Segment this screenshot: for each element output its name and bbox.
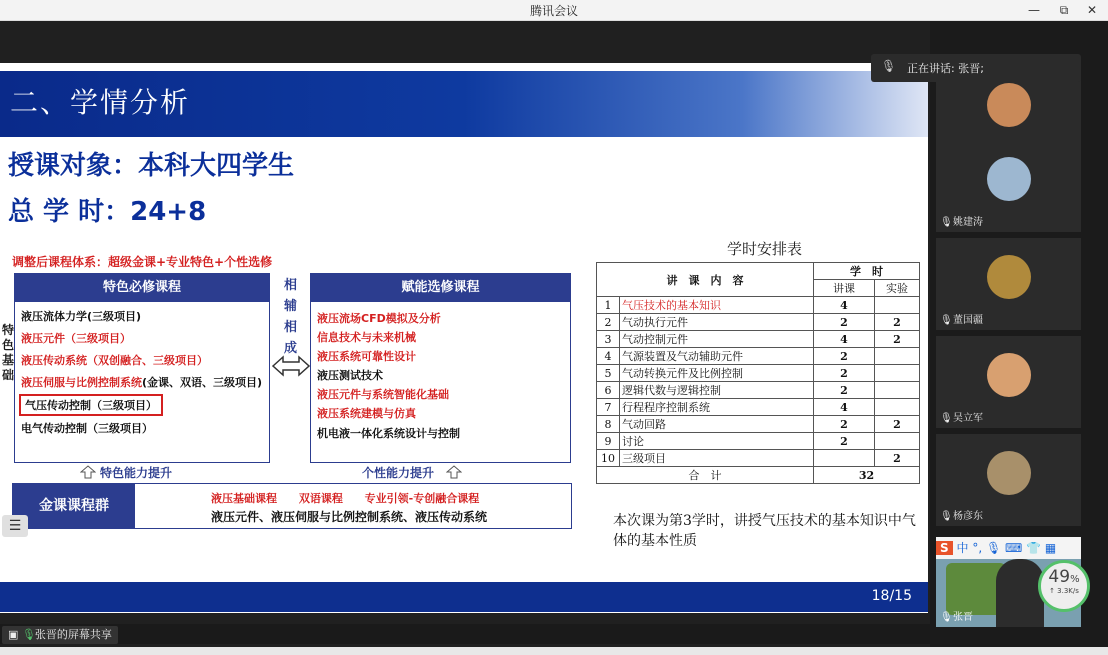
row-no: 8 (597, 416, 620, 433)
header-content: 讲 课 内 容 (597, 263, 814, 297)
elective-courses-box (310, 273, 571, 463)
avatar (987, 255, 1031, 299)
row-no: 6 (597, 382, 620, 399)
avatar (987, 353, 1031, 397)
elective-course: 液压系统建模与仿真 (317, 407, 416, 420)
total-value: 32 (814, 467, 920, 484)
row-no: 4 (597, 348, 620, 365)
sogou-icon: S (936, 541, 953, 555)
mic-off-icon: 🎙 (940, 413, 953, 424)
hours-value: 24+8 (130, 197, 207, 227)
required-course (21, 374, 262, 390)
row-no: 9 (597, 433, 620, 450)
row-content: 气源装置及气动辅助元件 (620, 348, 814, 365)
gold-course-categories: 液压基础课程 双语课程 专业引领-专创融合课程 (211, 492, 480, 505)
table-header-row (597, 263, 920, 280)
title-bar (0, 0, 1108, 21)
side-label: 特色基础 (2, 323, 15, 382)
participant-tile[interactable] (936, 140, 1081, 232)
row-no: 7 (597, 399, 620, 416)
slide-header (0, 71, 928, 137)
participant-name: 杨彦东 (953, 511, 983, 522)
window-title: 腾讯会议 (529, 4, 578, 18)
row-lecture (814, 450, 875, 467)
teaching-object (8, 145, 294, 182)
speaking-text: 正在讲话: 张晋; (907, 62, 984, 75)
elective-course: 液压元件与系统智能化基础 (317, 388, 449, 401)
up-arrow-icon (80, 465, 96, 479)
participant-name-row (940, 507, 983, 522)
participant-name: 董国疆 (953, 315, 983, 326)
person-video (996, 559, 1044, 627)
bottom-strip (0, 647, 1108, 655)
row-content: 气动执行元件 (620, 314, 814, 331)
mid-char: 相 (284, 278, 298, 293)
mic-icon: 🎙 (940, 612, 953, 623)
total-hours (8, 191, 206, 228)
elective-courses-title: 赋能选修课程 (311, 274, 570, 302)
row-lecture: 2 (814, 348, 875, 365)
required-courses-box (14, 273, 270, 463)
row-lecture: 2 (814, 314, 875, 331)
mic-off-icon: 🎙 (940, 511, 953, 522)
row-content: 行程程序控制系统 (620, 399, 814, 416)
table-total-row (597, 467, 920, 484)
slide-heading: 二、学情分析 (10, 86, 191, 119)
screen-share-label: 张晋的屏幕共享 (34, 628, 112, 641)
hours-label: 总 学 时： (8, 197, 131, 227)
participant-name-row (940, 213, 983, 228)
network-speed-widget[interactable] (1038, 560, 1090, 612)
row-lab (875, 365, 920, 382)
mid-char: 成 (284, 341, 298, 356)
row-lab: 2 (875, 331, 920, 348)
presentation-slide (0, 63, 928, 613)
row-content: 气动回路 (620, 416, 814, 433)
table-row (597, 450, 920, 467)
row-content: 讨论 (620, 433, 814, 450)
row-lecture: 2 (814, 365, 875, 382)
header-hours: 学 时 (814, 263, 920, 280)
row-lecture: 2 (814, 433, 875, 450)
table-row (597, 348, 920, 365)
row-lab (875, 382, 920, 399)
screen-share-indicator[interactable] (2, 626, 118, 644)
participant-name: 张晋 (953, 612, 973, 623)
row-lab: 2 (875, 416, 920, 433)
minimize-button[interactable]: — (1028, 3, 1040, 17)
double-arrow-icon (272, 355, 310, 377)
upload-speed: ↑ 3.3K/s (1049, 587, 1079, 595)
mic-icon: 🎙 (940, 217, 953, 228)
row-lab: 2 (875, 450, 920, 467)
speaking-indicator (871, 54, 1081, 82)
elective-course: 液压流场CFD模拟及分析 (317, 312, 441, 325)
elective-course: 液压测试技术 (317, 369, 383, 382)
slide-footer (0, 582, 928, 612)
mic-off-icon: 🎙 (940, 315, 953, 326)
row-no: 1 (597, 297, 620, 314)
required-course: 电气传动控制（三级项目） (21, 422, 153, 435)
row-lab (875, 399, 920, 416)
mid-char: 辅 (284, 299, 298, 314)
row-content: 气动转换元件及比例控制 (620, 365, 814, 382)
required-course: 液压传动系统（双创融合、三级项目） (21, 354, 208, 367)
elective-course: 信息技术与未来机械 (317, 331, 416, 344)
avatar (987, 451, 1031, 495)
lesson-note: 本次课为第3学时，讲授气压技术的基本知识中气体的基本性质 (613, 513, 916, 549)
row-no: 2 (597, 314, 620, 331)
row-lecture: 4 (814, 297, 875, 314)
row-no: 3 (597, 331, 620, 348)
total-label: 合 计 (597, 467, 814, 484)
row-content: 逻辑代数与逻辑控制 (620, 382, 814, 399)
row-lab (875, 348, 920, 365)
percent-unit: % (1070, 574, 1080, 585)
header-lecture: 讲课 (814, 280, 875, 297)
avatar (987, 157, 1031, 201)
elective-course: 机电液一体化系统设计与控制 (317, 427, 460, 440)
percent-value: 49 (1048, 567, 1071, 587)
mutual-support-label (284, 275, 298, 359)
row-lecture: 2 (814, 416, 875, 433)
participant-tile[interactable] (936, 434, 1081, 526)
row-no: 10 (597, 450, 620, 467)
mid-char: 相 (284, 320, 298, 335)
gold-course-label: 金课课程群 (13, 484, 135, 528)
table-row (597, 331, 920, 348)
participant-name: 吴立军 (953, 413, 983, 424)
row-lab (875, 433, 920, 450)
page-number: 18/15 (871, 588, 912, 604)
table-row (597, 399, 920, 416)
elective-course: 液压系统可靠性设计 (317, 350, 416, 363)
participant-name-row (940, 608, 973, 623)
close-button[interactable]: ✕ (1086, 3, 1098, 17)
table-row (597, 416, 920, 433)
row-lecture: 4 (814, 399, 875, 416)
schedule-table (596, 262, 920, 484)
table-row (597, 382, 920, 399)
gold-course-group (12, 483, 572, 529)
row-content: 三级项目 (620, 450, 814, 467)
up-arrow-icon (446, 465, 462, 479)
participant-name-row (940, 311, 983, 326)
avatar (987, 83, 1031, 127)
required-course-black: (金课、双语、三级项目) (142, 376, 263, 389)
personal-ability-label: 个性能力提升 (362, 466, 435, 480)
participant-name: 姚建涛 (953, 217, 983, 228)
table-row (597, 365, 920, 382)
table-row (597, 314, 920, 331)
table-row (597, 433, 920, 450)
mic-off-icon: 🎙 (881, 59, 897, 73)
required-courses-title: 特色必修课程 (15, 274, 269, 302)
screen-share-icon: ▣ (8, 628, 22, 641)
ime-language: 中 (956, 541, 969, 555)
row-lab (875, 297, 920, 314)
slide-menu-icon[interactable]: ☰ (2, 515, 28, 537)
required-course-red: 液压伺服与比例控制系统 (21, 376, 142, 389)
participant-tile[interactable] (936, 336, 1081, 428)
object-value: 本科大四学生 (138, 151, 295, 181)
participant-name-row (940, 409, 983, 424)
schedule-caption: 学时安排表 (727, 240, 803, 258)
row-lecture: 4 (814, 331, 875, 348)
participant-tile[interactable] (936, 238, 1081, 330)
row-no: 5 (597, 365, 620, 382)
ime-toolbar[interactable]: S 中 °, 🎙 ⌨ 👕 ▦ (936, 537, 1081, 559)
object-label: 授课对象： (8, 151, 139, 181)
restore-button[interactable]: ⧉ (1059, 3, 1069, 17)
course-system-title: 调整后课程体系：超级金课+专业特色+个性选修 (12, 255, 273, 269)
header-lab: 实验 (875, 280, 920, 297)
required-course: 液压元件（三级项目） (21, 332, 131, 345)
feature-ability-label: 特色能力提升 (100, 466, 173, 480)
row-lab: 2 (875, 314, 920, 331)
highlighted-course: 气压传动控制（三级项目） (19, 394, 163, 416)
status-bar (0, 624, 930, 644)
mic-icon: 🎙 (21, 628, 36, 641)
row-content: 气动控制元件 (620, 331, 814, 348)
table-row (597, 297, 920, 314)
row-lecture: 2 (814, 382, 875, 399)
row-content: 气压技术的基本知识 (620, 297, 814, 314)
gold-course-list: 液压元件、液压伺服与比例控制系统、液压传动系统 (211, 510, 488, 524)
required-course: 液压流体力学(三级项目) (21, 310, 142, 323)
